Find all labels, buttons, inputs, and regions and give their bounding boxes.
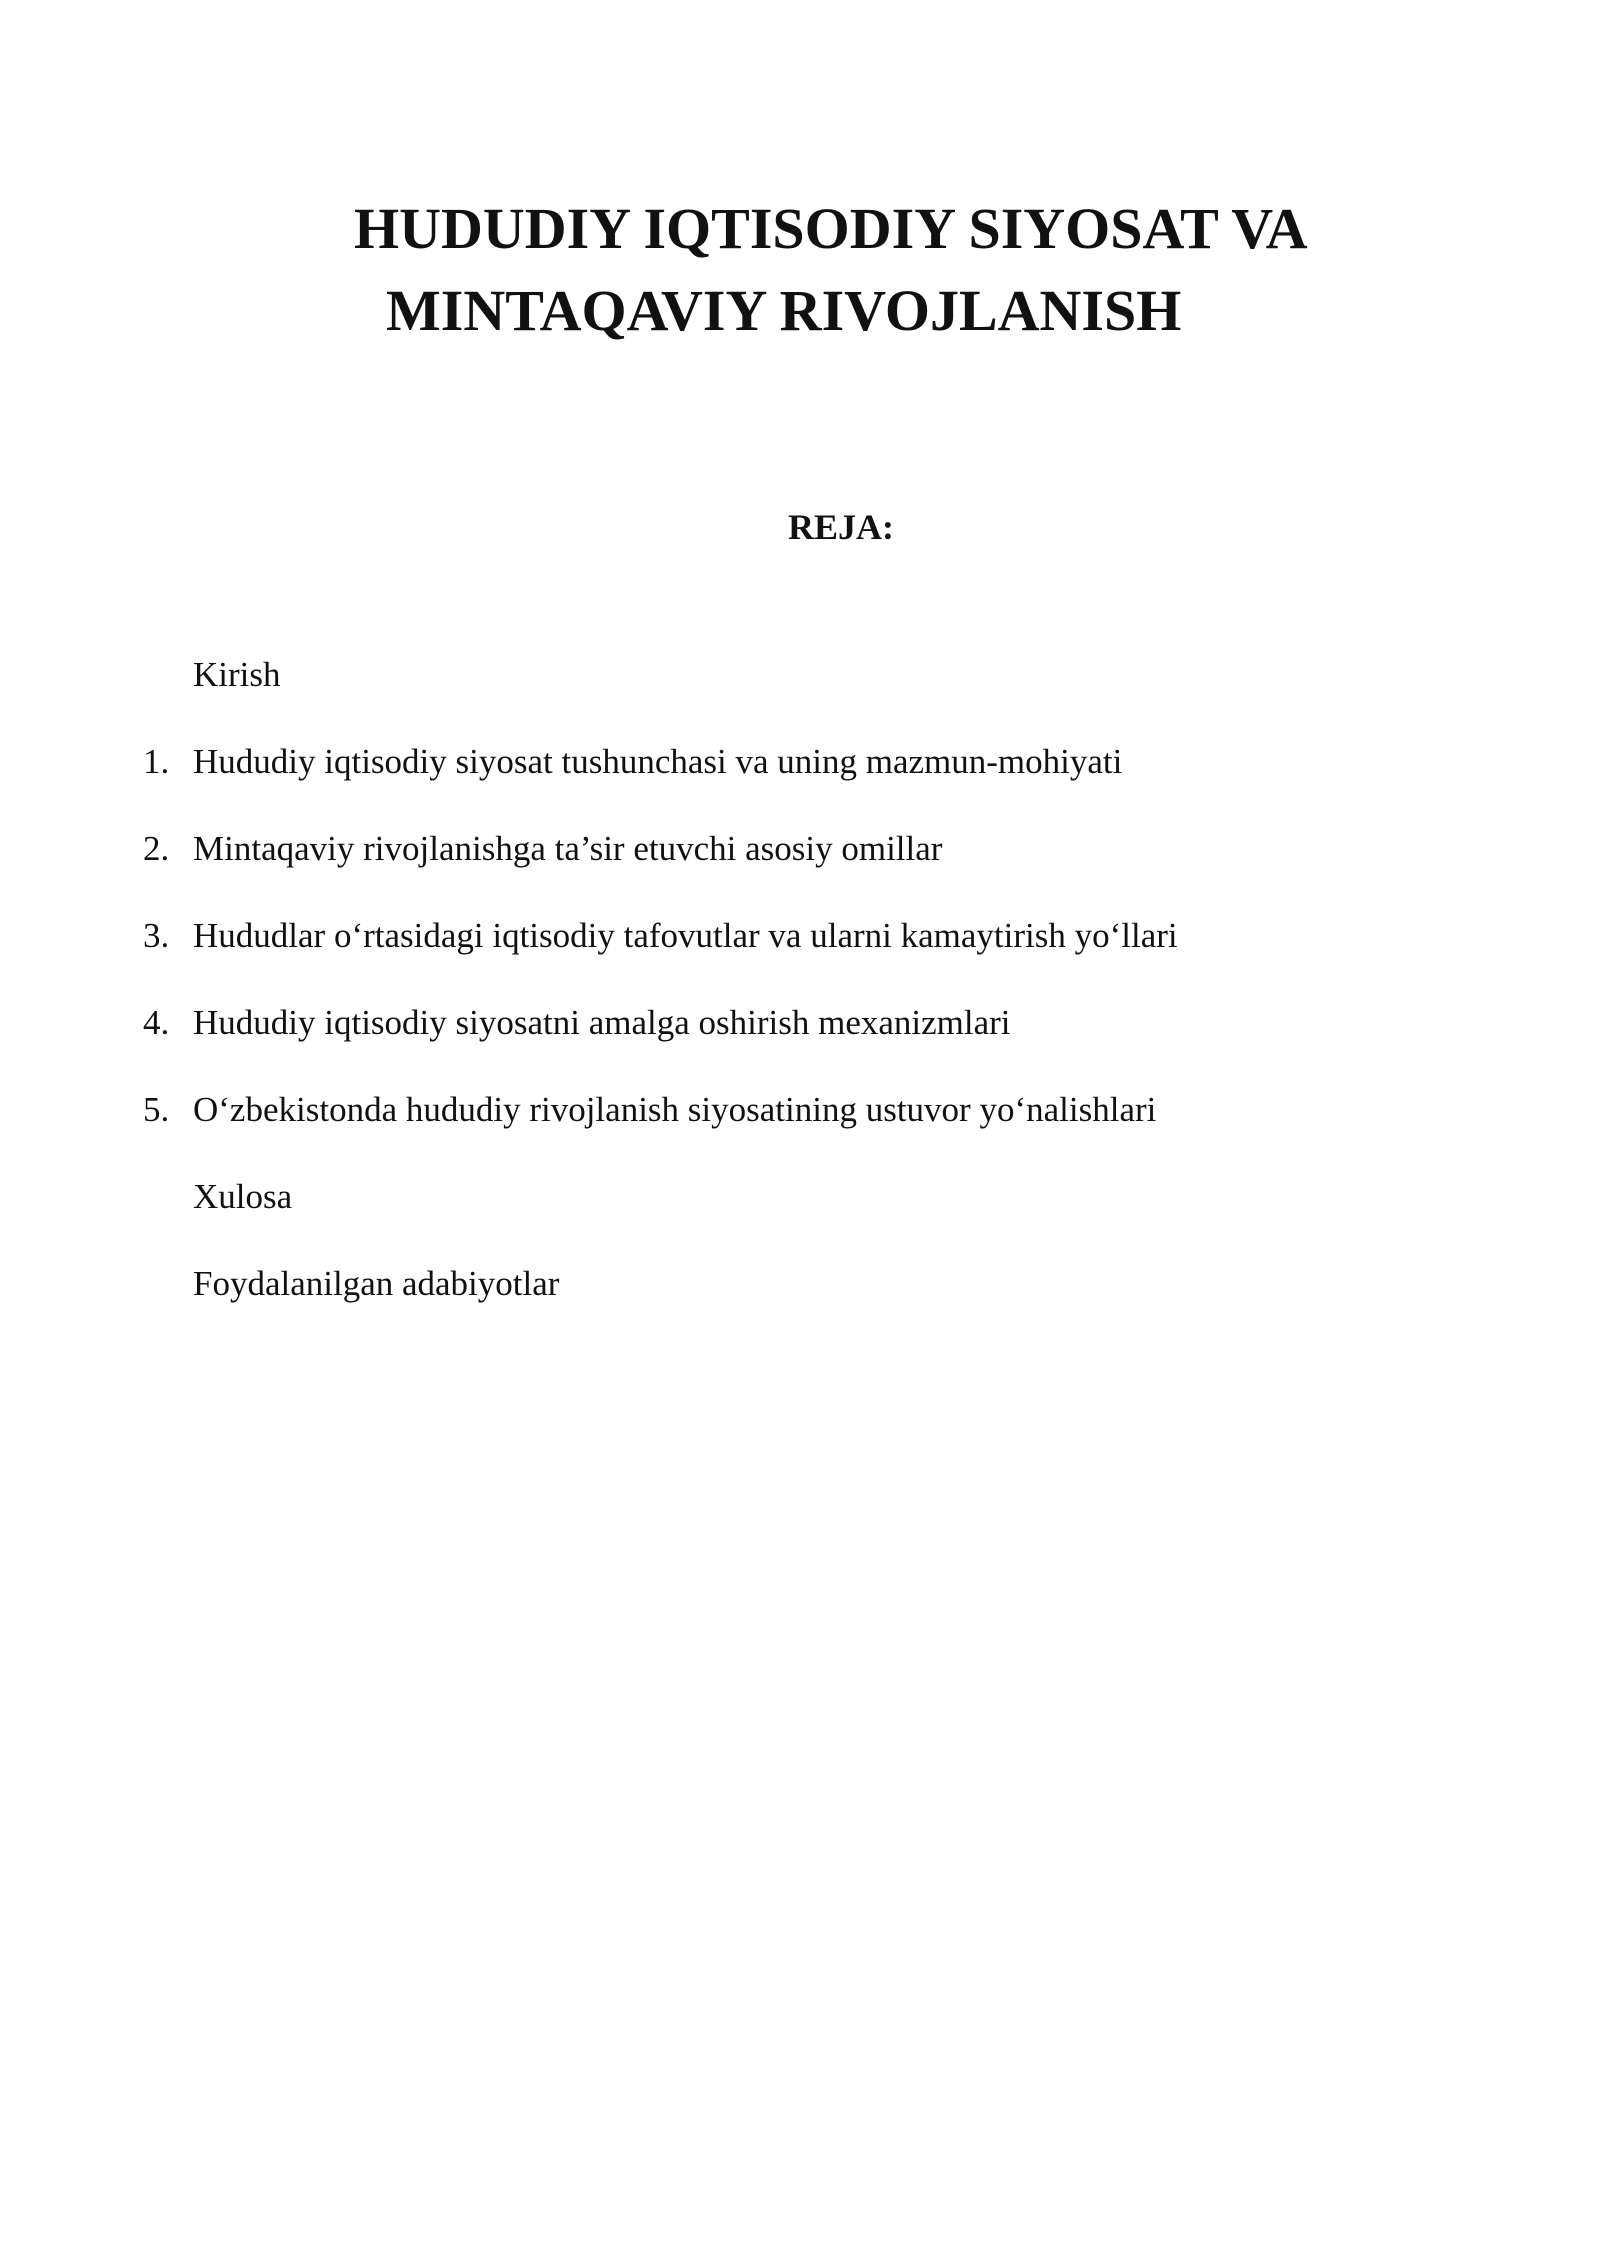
plan-item-number: 3. [143,916,170,955]
title-line-1: HUDUDIY IQTISODIY SIYOSAT VA [354,196,1308,261]
plan-item-text: Xulosa [193,1177,293,1216]
plan-item-introduction [0,650,1600,737]
plan-item-text: Hududlar o‘rtasidagi iqtisodiy tafovutlar va ularni kamaytirish yo‘llari [193,916,1178,955]
plan-list [0,650,1600,1346]
plan-item-text: Hududiy iqtisodiy siyosat tushunchasi va uning mazmun-mohiyati [193,742,1123,781]
plan-item-text: Kirish [193,655,281,694]
plan-item-text: Mintaqaviy rivojlanishga ta’sir etuvchi asosiy omillar [193,829,943,868]
plan-item-text: Hududiy iqtisodiy siyosatni amalga oshirish mexanizmlari [193,1003,1011,1042]
plan-item-number: 1. [143,742,170,781]
plan-item-text: Foydalanilgan adabiyotlar [193,1264,560,1303]
plan-item-number: 5. [143,1090,170,1129]
plan-item-text: O‘zbekistonda hududiy rivojlanish siyosatining ustuvor yo‘nalishlari [193,1090,1157,1129]
plan-item-1 [0,737,1600,824]
plan-item-5 [0,1085,1600,1172]
plan-heading: REJA: [788,507,894,547]
plan-item-references [0,1259,1600,1346]
plan-item-2 [0,824,1600,911]
plan-item-conclusion [0,1172,1600,1259]
plan-item-3 [0,911,1600,998]
plan-item-number: 4. [143,1003,170,1042]
title-line-2: MINTAQAVIY RIVOJLANISH [386,278,1182,343]
plan-item-number: 2. [143,829,170,868]
plan-item-4 [0,998,1600,1085]
